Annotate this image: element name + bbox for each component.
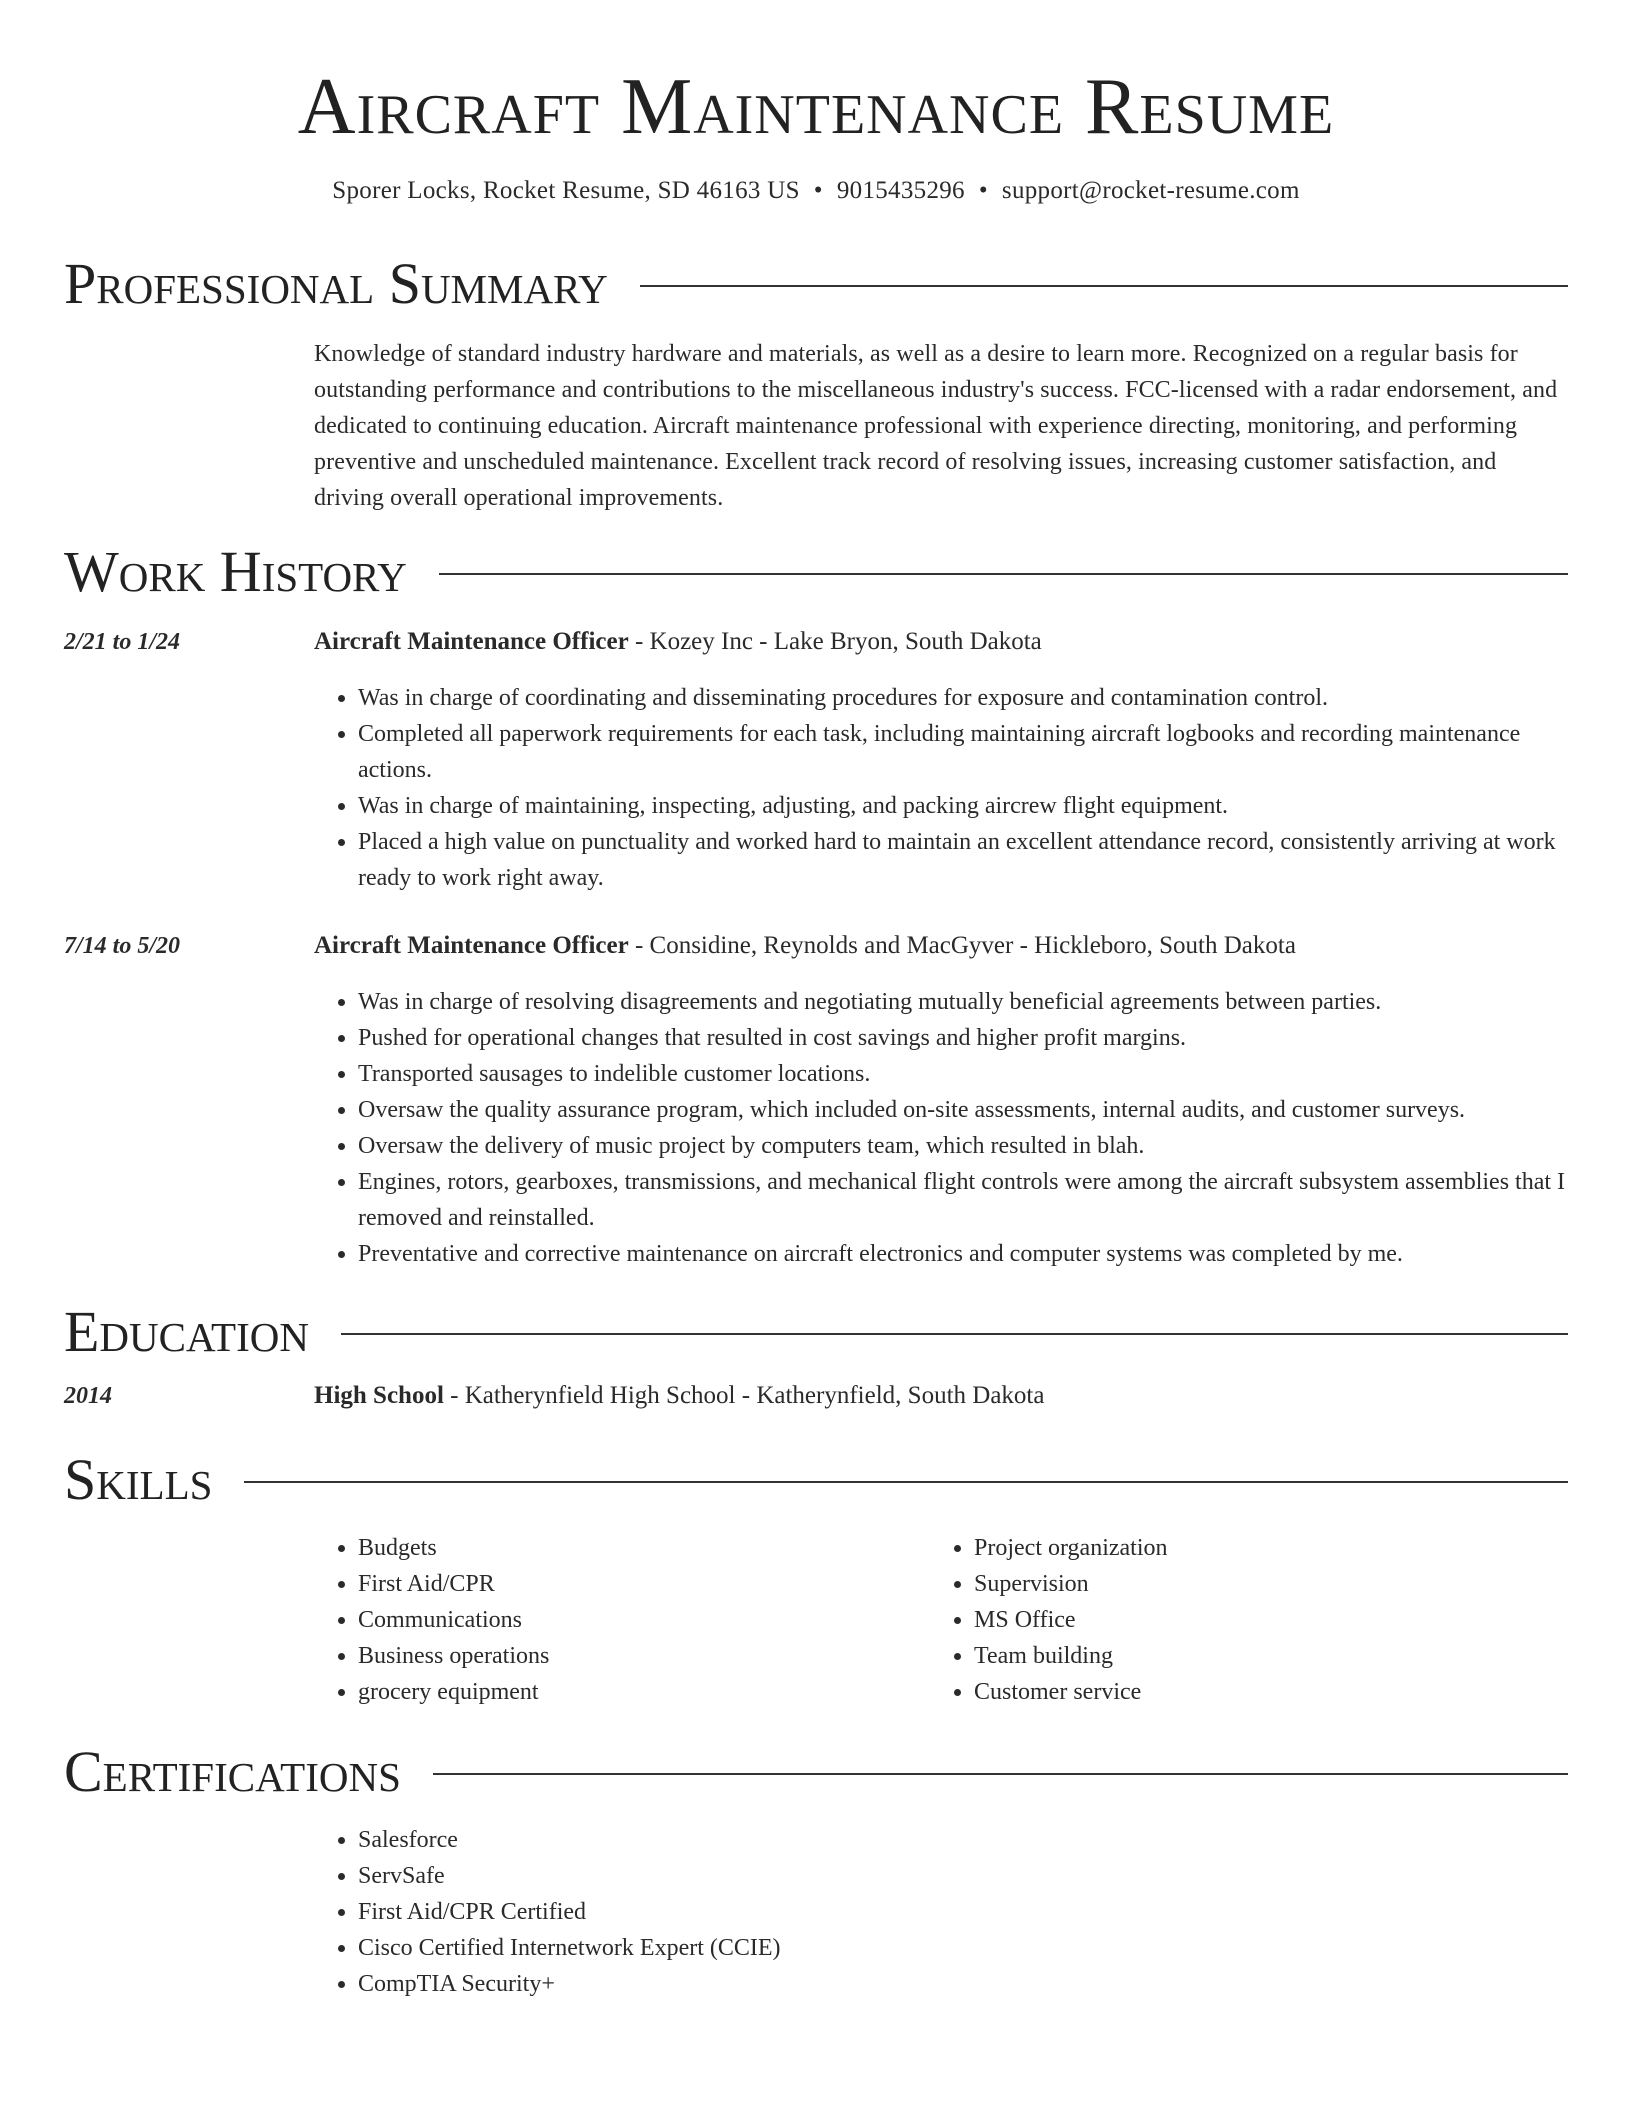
list-item: • Completed all paperwork requirements for each task, including maintaining aircraft logbooks and recording maintenance actions. (358, 716, 1568, 788)
section-header-summary (64, 252, 1568, 316)
list-item: • Pushed for operational changes that resulted in cost savings and higher profit margins. (358, 1020, 1568, 1056)
list-item: • Salesforce (358, 1822, 1568, 1858)
contact-line (0, 174, 1632, 208)
section-title-education: Education (64, 1299, 309, 1364)
list-item: • Placed a high value on punctuality and worked hard to maintain an excellent attendance record, consistently arriving at work ready to work right away. (358, 824, 1568, 896)
list-item: • Budgets (358, 1530, 918, 1566)
section-divider (439, 573, 1568, 575)
list-item: • MS Office (974, 1602, 1534, 1638)
section-title-work-history: Work History (64, 539, 407, 604)
list-item: • Supervision (974, 1566, 1534, 1602)
contact-address: Sporer Locks, Rocket Resume, SD 46163 US (332, 177, 800, 204)
list-item: • Oversaw the quality assurance program, which included on-site assessments, internal audits, and customer surveys. (358, 1092, 1568, 1128)
list-item: • First Aid/CPR Certified (358, 1894, 1568, 1930)
list-item: • grocery equipment (358, 1674, 918, 1710)
list-item: • Team building (974, 1638, 1534, 1674)
section-header-education (64, 1300, 1568, 1364)
job-title: Aircraft Maintenance Officer (314, 932, 629, 959)
education-heading (314, 1378, 1568, 1414)
list-item: • Preventative and corrective maintenance on aircraft electronics and computer systems was completed by me. (358, 1236, 1568, 1272)
resume-title: Aircraft Maintenance Resume (297, 63, 1335, 151)
section-title-summary: Professional Summary (64, 251, 608, 316)
job-employer: - Considine, Reynolds and MacGyver - Hickleboro, South Dakota (628, 932, 1296, 959)
section-header-work-history (64, 540, 1568, 604)
list-item: • Project organization (974, 1530, 1534, 1566)
contact-separator: • (813, 177, 823, 204)
section-divider (341, 1333, 1568, 1335)
contact-email: support@rocket-resume.com (1001, 177, 1300, 204)
job-heading (314, 928, 1568, 964)
section-divider (433, 1773, 1568, 1775)
skills-list-right (930, 1530, 1534, 1710)
education-degree: High School (314, 1382, 444, 1409)
list-item: • Business operations (358, 1638, 918, 1674)
section-title-skills: Skills (64, 1447, 213, 1512)
list-item: • CompTIA Security+ (358, 1966, 1568, 2002)
list-item: • Communications (358, 1602, 918, 1638)
list-item: • First Aid/CPR (358, 1566, 918, 1602)
section-title-certifications: Certifications (64, 1739, 401, 1804)
list-item: • Was in charge of maintaining, inspecting, adjusting, and packing aircrew flight equipment. (358, 788, 1568, 824)
contact-separator: • (978, 177, 988, 204)
certifications-list (314, 1822, 1568, 2002)
list-item: • Transported sausages to indelible customer locations. (358, 1056, 1568, 1092)
job-dates: 7/14 to 5/20 (64, 933, 181, 959)
job-bullets (314, 680, 1568, 896)
section-header-certifications (64, 1740, 1568, 1804)
list-item: • Cisco Certified Internetwork Expert (CCIE) (358, 1930, 1568, 1966)
section-divider (244, 1481, 1568, 1483)
contact-phone: 9015435296 (836, 177, 965, 204)
summary-text: Knowledge of standard industry hardware and materials, as well as a desire to learn more. Recognized on a regular basis for outstanding performance and contributions to the miscellaneous industry's success. FCC-licensed with a radar endorsement, and dedicated to continuing education. Aircraft maintenance professional with experience directing, monitoring, and performing preventive and unscheduled maintenance. Excellent track record of resolving issues, increasing customer satisfaction, and driving overall operational improvements. (314, 341, 1558, 511)
list-item: • ServSafe (358, 1858, 1568, 1894)
list-item: • Was in charge of coordinating and disseminating procedures for exposure and contamination control. (358, 680, 1568, 716)
job-dates: 2/21 to 1/24 (64, 629, 181, 655)
skills-list-left (314, 1530, 918, 1710)
section-header-skills (64, 1448, 1568, 1512)
list-item: • Engines, rotors, gearboxes, transmissions, and mechanical flight controls were among the aircraft subsystem assemblies that I removed and reinstalled. (358, 1164, 1568, 1236)
list-item: • Customer service (974, 1674, 1534, 1710)
job-heading (314, 624, 1568, 660)
section-divider (640, 285, 1568, 287)
education-year: 2014 (64, 1383, 112, 1409)
job-bullets (314, 984, 1568, 1272)
job-employer: - Kozey Inc - Lake Bryon, South Dakota (628, 628, 1042, 655)
list-item: • Was in charge of resolving disagreements and negotiating mutually beneficial agreements between parties. (358, 984, 1568, 1020)
job-title: Aircraft Maintenance Officer (314, 628, 629, 655)
list-item: • Oversaw the delivery of music project by computers team, which resulted in blah. (358, 1128, 1568, 1164)
education-school: - Katherynfield High School - Katherynfield, South Dakota (443, 1382, 1045, 1409)
